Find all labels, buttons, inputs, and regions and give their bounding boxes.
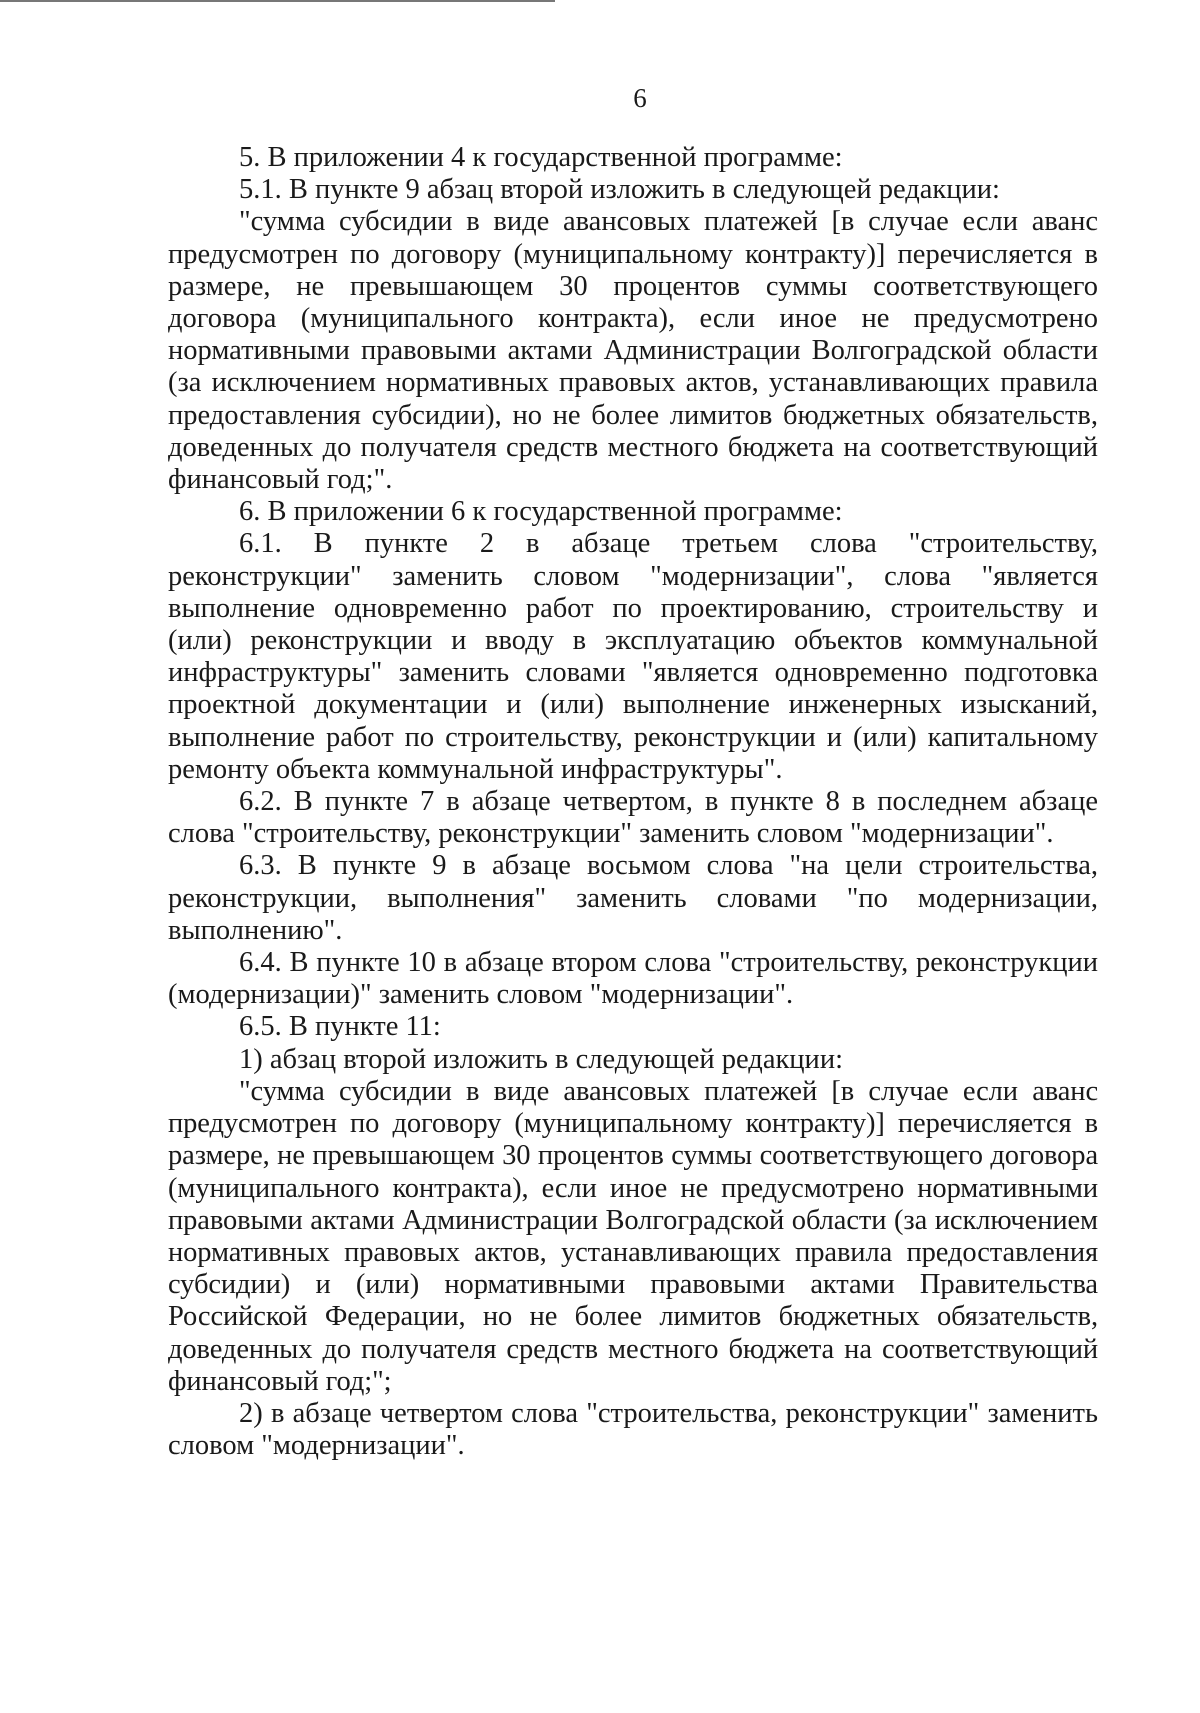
paragraph-6-4: 6.4. В пункте 10 в абзаце втором слова "строительству, реконструкции (модернизации)" заменить словом "модернизации". — [168, 947, 1098, 1011]
paragraph-6-5-item-1: 1) абзац второй изложить в следующей редакции: — [239, 1043, 843, 1075]
paragraph-5-1: 5.1. В пункте 9 абзац второй изложить в следующей редакции: — [239, 174, 1000, 206]
paragraph-6-1: 6.1. В пункте 2 в абзаце третьем слова "строительству, реконструкции" заменить словом "модернизации", слова "является выполнение одновременно работ по проектированию, строительству и (или) реконструкции и вводу в эксплуатацию объектов коммунальной инфраструктуры" заменить словами "является одновременно подготовка проектной документации и (или) выполнение инженерных изысканий, выполнение работ по строительству, реконструкции и (или) капитальному ремонту объекта коммунальной инфраструктуры". — [168, 528, 1098, 785]
paragraph-6-3: 6.3. В пункте 9 в абзаце восьмом слова "на цели строительства, реконструкции, выполнения" заменить словами "по модернизации, выполнению". — [168, 850, 1098, 946]
paragraph-6-5: 6.5. В пункте 11: — [239, 1011, 441, 1043]
document-body — [168, 142, 1098, 1462]
paragraph-6: 6. В приложении 6 к государственной программе: — [239, 496, 843, 528]
page-number: 6 — [633, 83, 647, 113]
paragraph-6-5-quote: "сумма субсидии в виде авансовых платежей [в случае если аванс предусмотрен по договору (муниципальному контракту)] перечисляется в размере, не превышающем 30 процентов суммы соответствующего договора (муниципального контракта), если иное не предусмотрено нормативными правовыми актами Администрации Волгоградской области (за исключением нормативных правовых актов, устанавливающих правила предоставления субсидии) и (или) нормативными правовыми актами Правительства Российской Федерации, но не более лимитов бюджетных обязательств, доведенных до получателя средств местного бюджета на соответствующий финансовый год;"; — [168, 1075, 1098, 1397]
paragraph-5-1-quote: "сумма субсидии в виде авансовых платежей [в случае если аванс предусмотрен по договору (муниципальному контракту)] перечисляется в размере, не превышающем 30 процентов суммы соответствующего договора (муниципального контракта), если иное не предусмотрено нормативными правовыми актами Администрации Волгоградской области (за исключением нормативных правовых актов, устанавливающих правила предоставления субсидии), но не более лимитов бюджетных обязательств, доведенных до получателя средств местного бюджета на соответствующий финансовый год;". — [168, 206, 1098, 496]
paragraph-6-5-item-2: 2) в абзаце четвертом слова "строительства, реконструкции" заменить словом "модернизации". — [168, 1397, 1098, 1462]
paragraph-5: 5. В приложении 4 к государственной программе: — [239, 142, 843, 173]
paragraph-6-2: 6.2. В пункте 7 в абзаце четвертом, в пункте 8 в последнем абзаце слова "строительству, реконструкции" заменить словом "модернизации". — [168, 786, 1098, 850]
top-edge-rule — [0, 0, 555, 2]
